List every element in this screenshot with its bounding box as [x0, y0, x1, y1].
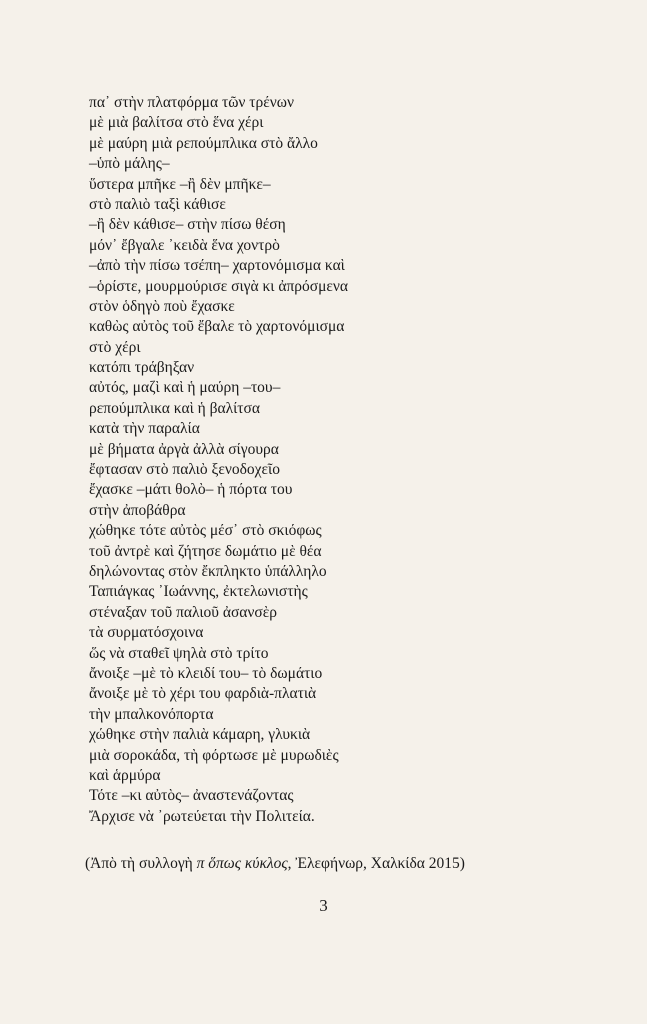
poem-line: στὸν ὁδηγὸ ποὺ ἔχασκε [89, 297, 235, 315]
poem-line: πα᾽ στὴν πλατφόρμα τῶν τρένων [89, 94, 294, 111]
source-citation [85, 854, 565, 874]
poem-line: μὲ μαύρη μιὰ ρεπούμπλικα στὸ ἄλλο [89, 134, 318, 152]
poem-line: δηλώνοντας στὸν ἔκπληκτο ὑπάλληλο [89, 562, 327, 580]
poem-line: –ἢ δὲν κάθισε– στὴν πίσω θέση [89, 216, 286, 234]
poem-line: μιὰ σοροκάδα, τὴ φόρτωσε μὲ μυρωδιὲς [89, 746, 339, 764]
poem-line: χώθηκε στὴν παλιὰ κάμαρη, γλυκιὰ [89, 726, 311, 744]
poem-line: καθὼς αὐτὸς τοῦ ἔβαλε τὸ χαρτονόμισμα [89, 318, 345, 336]
poem-line: τὴν μπαλκονόπορτα [89, 705, 214, 723]
poem-line: μὲ βήματα ἀργὰ ἀλλὰ σίγουρα [89, 440, 279, 458]
poem-line: μόν᾽ ἔβγαλε ᾽κειδὰ ἕνα χοντρὸ [89, 236, 280, 254]
poem-line: μὲ μιὰ βαλίτσα στὸ ἕνα χέρι [89, 114, 264, 132]
poem-line: κατόπι τράβηξαν [89, 359, 195, 377]
poem-line: ὥς νὰ σταθεῖ ψηλὰ στὸ τρίτο [89, 644, 269, 662]
poem-line: στὴν ἀποβάθρα [89, 501, 186, 519]
poem-line: αὐτός, μαζὶ καὶ ἡ μαύρη –του– [89, 379, 281, 397]
page-number: 3 [319, 896, 328, 915]
poem-line: στὸ χέρι [89, 338, 141, 356]
poem-line: ρεπούμπλικα καὶ ἡ βαλίτσα [89, 399, 261, 417]
poem-line: –ἀπὸ τὴν πίσω τσέπη– χαρτονόμισμα καὶ [89, 257, 345, 275]
poem-line: κατὰ τὴν παραλία [89, 420, 200, 438]
poem-line: τὰ συρματόσχοινα [89, 624, 204, 642]
poem-text [89, 93, 509, 827]
poem-line: στέναξαν τοῦ παλιοῦ ἀσανσὲρ [89, 603, 278, 621]
poem-line: –ὁρίστε, μουρμούρισε σιγὰ κι ἀπρόσμενα [89, 277, 349, 295]
poem-line: στὸ παλιὸ ταξὶ κάθισε [89, 195, 226, 213]
poem-line: ὕστερα μπῆκε –ἢ δὲν μπῆκε– [89, 175, 271, 193]
poem-line: χώθηκε τότε αὐτὸς μέσ᾽ στὸ σκιόφως [89, 522, 322, 540]
poem-line: καὶ ἁρμύρα [89, 766, 161, 784]
poem-line: ἔχασκε –μάτι θολὸ– ἡ πόρτα του [89, 481, 293, 499]
poem-line: Τότε –κι αὐτὸς– ἀναστενάζοντας [89, 787, 294, 805]
poem-line: Ἄρχισε νὰ ᾽ρωτεύεται τὴν Πολιτεία. [89, 807, 315, 825]
source-suffix: , Ἐλεφήνωρ, Χαλκίδα 2015) [287, 855, 465, 872]
source-book-title: π ὅπως κύκλος [196, 855, 288, 872]
poem-line: –ὑπὸ μάλης– [89, 155, 170, 173]
poem-line: ἔφτασαν στὸ παλιὸ ξενοδοχεῖο [89, 461, 280, 479]
poem-line: ἄνοιξε –μὲ τὸ κλειδί του– τὸ δωμάτιο [89, 664, 323, 682]
poem-line: τοῦ ἀντρὲ καὶ ζήτησε δωμάτιο μὲ θέα [89, 542, 322, 560]
poem-line: Ταπιάγκας ᾽Ιωάννης, ἐκτελωνιστὴς [89, 583, 308, 601]
source-prefix: (Ἀπὸ τὴ συλλογὴ [85, 855, 197, 872]
poem-line: ἄνοιξε μὲ τὸ χέρι του φαρδιὰ-πλατιὰ [89, 685, 317, 703]
